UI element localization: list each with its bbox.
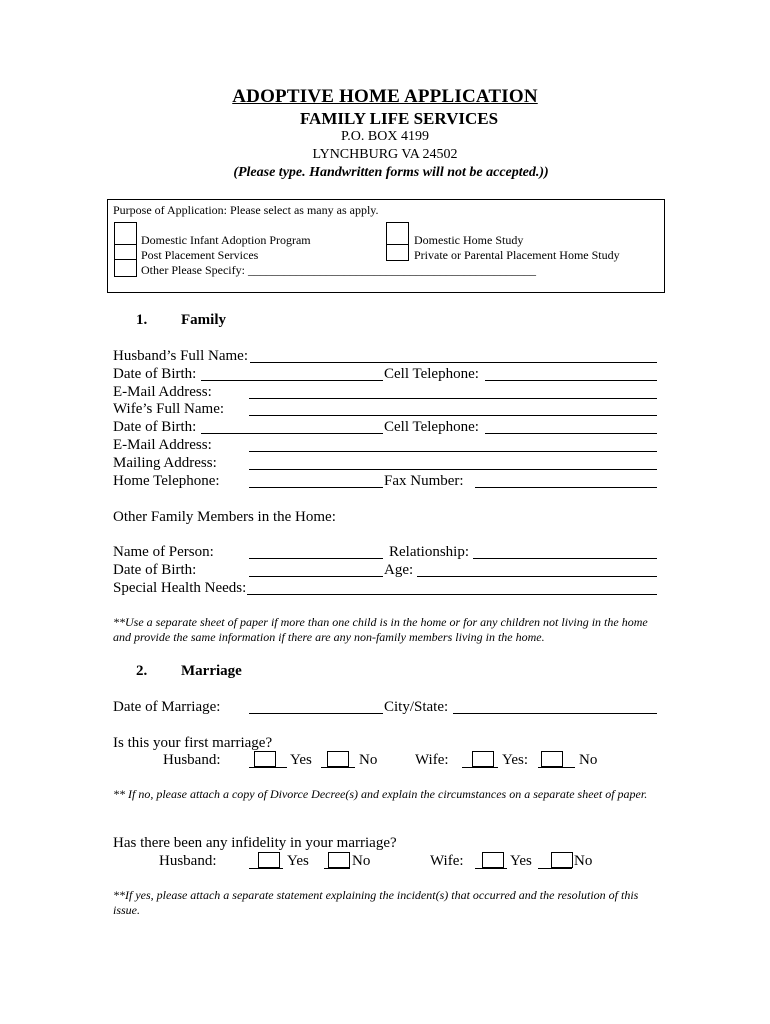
age-field[interactable] — [417, 576, 657, 577]
husband-name-label: Husband’s Full Name: — [113, 348, 248, 364]
husband-email-field[interactable] — [249, 398, 657, 399]
city-address: LYNCHBURG VA 24502 — [312, 147, 458, 162]
home-telephone-field[interactable] — [249, 487, 383, 488]
marriage-date-field[interactable] — [249, 713, 383, 714]
family-note: **Use a separate sheet of paper if more than one child is in the home or for any children not living in the home and provide the same information if there are any non-family members living in the home. — [113, 615, 648, 644]
type-instruction: (Please type. Handwritten forms will not be accepted.)) — [233, 165, 549, 180]
home-study-checkbox[interactable] — [386, 222, 409, 246]
person-name-label: Name of Person: — [113, 544, 214, 560]
wife-dob-field[interactable] — [201, 433, 383, 434]
special-health-field[interactable] — [247, 594, 657, 595]
infidelity-husband-no-checkbox[interactable] — [328, 852, 350, 868]
wife-email-label: E-Mail Address: — [113, 437, 212, 453]
infidelity-wife-no-checkbox[interactable] — [551, 852, 573, 868]
infidelity-wife-no-label: No — [574, 853, 593, 869]
post-placement-label: Post Placement Services — [141, 248, 259, 262]
age-label: Age: — [384, 562, 414, 578]
first-wife-no-line — [538, 767, 575, 768]
infidelity-wife-yes-checkbox[interactable] — [482, 852, 504, 868]
wife-dob-label: Date of Birth: — [113, 419, 197, 435]
husband-cell-label: Cell Telephone: — [384, 366, 479, 382]
infidelity-husband-no-label: No — [352, 853, 371, 869]
city-state-label: City/State: — [384, 699, 449, 715]
infant-checkbox[interactable] — [114, 222, 137, 246]
special-health-label: Special Health Needs: — [113, 580, 247, 596]
first-husband-no-checkbox[interactable] — [327, 751, 349, 767]
family-section-title: Family — [181, 312, 226, 328]
infidelity-question: Has there been any infidelity in your marriage? — [113, 835, 397, 851]
infidelity-husband-yes-label: Yes — [287, 853, 309, 869]
other-members-heading: Other Family Members in the Home: — [113, 509, 336, 525]
city-state-field[interactable] — [453, 713, 657, 714]
person-dob-label: Date of Birth: — [113, 562, 197, 578]
home-study-label: Domestic Home Study — [414, 233, 524, 247]
husband-cell-field[interactable] — [485, 380, 657, 381]
wife-name-field[interactable] — [249, 415, 657, 416]
infidelity-note: **If yes, please attach a separate statement explaining the incident(s) that occurred and the resolution of this issue. — [113, 888, 639, 917]
home-telephone-label: Home Telephone: — [113, 473, 220, 489]
first-wife-yes-checkbox[interactable] — [472, 751, 494, 767]
infidelity-husband-label: Husband: — [159, 853, 217, 869]
private-placement-label: Private or Parental Placement Home Study — [414, 248, 620, 262]
infidelity-husband-no-line — [324, 868, 350, 869]
husband-dob-label: Date of Birth: — [113, 366, 197, 382]
first-husband-yes-label: Yes — [290, 752, 312, 768]
relationship-label: Relationship: — [389, 544, 469, 560]
infidelity-husband-yes-line — [249, 868, 283, 869]
first-wife-label: Wife: — [415, 752, 449, 768]
mailing-address-label: Mailing Address: — [113, 455, 217, 471]
divorce-note: ** If no, please attach a copy of Divorce Decree(s) and explain the circumstances on a separate sheet of paper. — [113, 787, 648, 801]
marriage-date-label: Date of Marriage: — [113, 699, 221, 715]
mailing-address-field[interactable] — [249, 469, 657, 470]
marriage-section-title: Marriage — [181, 663, 242, 679]
page-title: ADOPTIVE HOME APPLICATION — [232, 86, 538, 107]
first-husband-yes-line — [249, 767, 287, 768]
infidelity-wife-no-line — [538, 868, 572, 869]
wife-cell-label: Cell Telephone: — [384, 419, 479, 435]
first-husband-label: Husband: — [163, 752, 221, 768]
person-name-field[interactable] — [249, 558, 383, 559]
first-husband-yes-checkbox[interactable] — [254, 751, 276, 767]
relationship-field[interactable] — [473, 558, 657, 559]
purpose-prompt: Purpose of Application: Please select as many as apply. — [113, 203, 379, 217]
fax-number-label: Fax Number: — [384, 473, 464, 489]
private-placement-checkbox[interactable] — [386, 244, 409, 261]
family-section-number: 1. — [136, 312, 148, 328]
first-wife-yes-label: Yes: — [502, 752, 528, 768]
po-box: P.O. BOX 4199 — [341, 129, 429, 144]
infidelity-wife-yes-label: Yes — [510, 853, 532, 869]
wife-name-label: Wife’s Full Name: — [113, 401, 225, 417]
organization-name: FAMILY LIFE SERVICES — [299, 109, 499, 128]
first-wife-no-label: No — [579, 752, 598, 768]
marriage-section-number: 2. — [136, 663, 148, 679]
infidelity-wife-label: Wife: — [430, 853, 464, 869]
first-husband-no-line — [321, 767, 355, 768]
wife-email-field[interactable] — [249, 451, 657, 452]
first-wife-no-checkbox[interactable] — [541, 751, 563, 767]
infidelity-wife-yes-line — [475, 868, 507, 869]
other-label: Other Please Specify: ________________________________________________ — [141, 263, 536, 277]
first-husband-no-label: No — [359, 752, 378, 768]
infant-label: Domestic Infant Adoption Program — [141, 233, 311, 247]
infidelity-husband-yes-checkbox[interactable] — [258, 852, 280, 868]
first-wife-yes-line — [462, 767, 498, 768]
husband-name-field[interactable] — [250, 362, 657, 363]
husband-dob-field[interactable] — [201, 380, 383, 381]
wife-cell-field[interactable] — [485, 433, 657, 434]
person-dob-field[interactable] — [249, 576, 383, 577]
first-marriage-question: Is this your first marriage? — [113, 735, 273, 751]
other-checkbox[interactable] — [114, 259, 137, 277]
husband-email-label: E-Mail Address: — [113, 384, 212, 400]
fax-number-field[interactable] — [475, 487, 657, 488]
